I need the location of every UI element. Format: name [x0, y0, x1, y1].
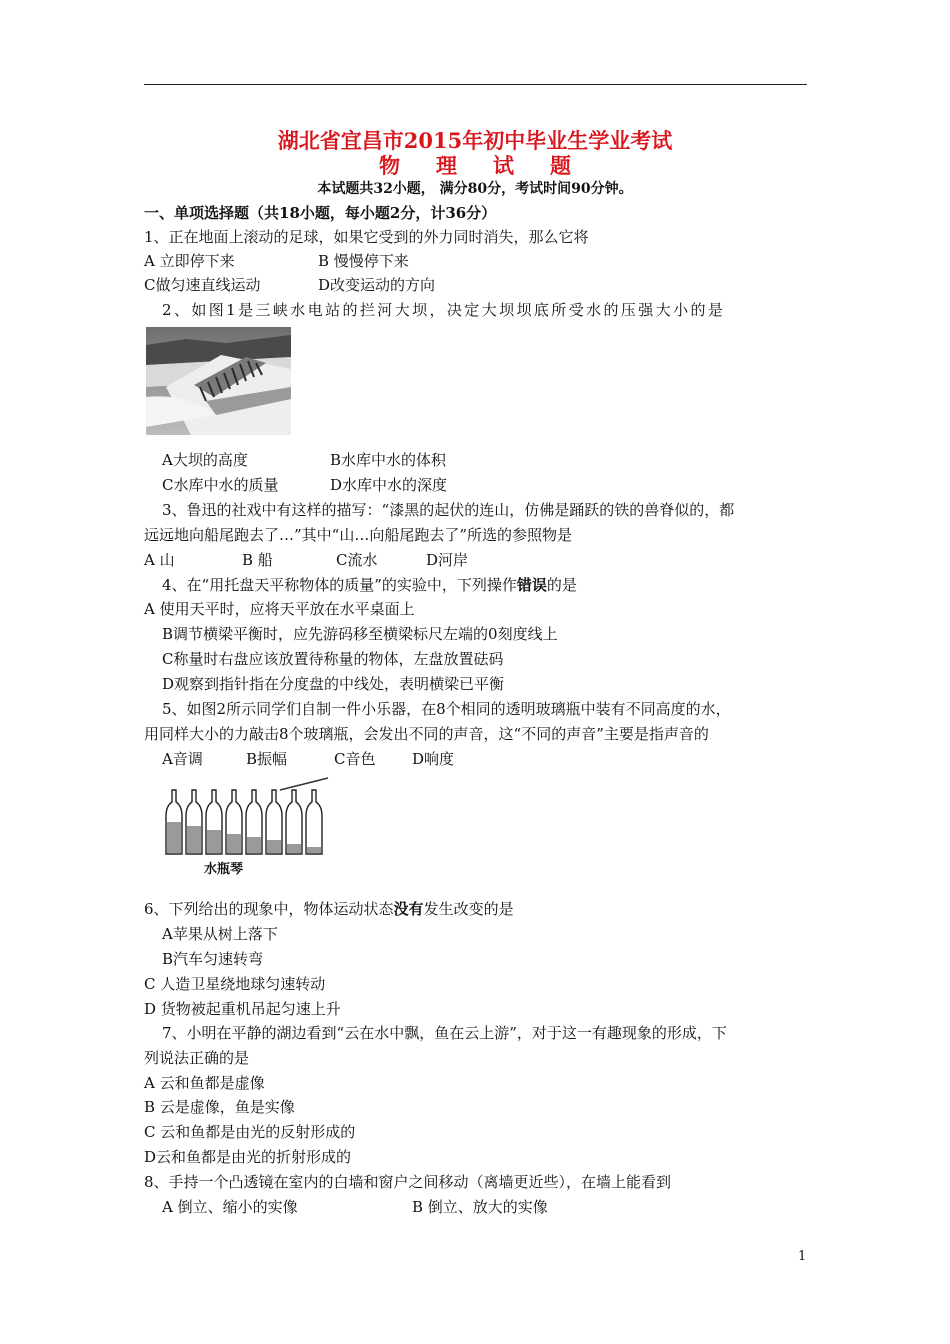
question-2-stem: 2、如图1是三峡水电站的拦河大坝，决定大坝坝底所受水的压强大小的是	[162, 301, 726, 319]
question-4-stem-post: 的是	[546, 576, 577, 594]
question-8-stem: 8、手持一个凸透镜在室内的白墙和窗户之间移动（离墙更近些），在墙上能看到	[144, 1173, 672, 1191]
question-4-option-c: C称量时右盘应该放置待称量的物体，左盘放置砝码	[162, 650, 504, 668]
question-6-option-d: D 货物被起重机吊起匀速上升	[144, 1000, 341, 1018]
question-5-option-b: B振幅	[246, 750, 288, 768]
question-7-stem-line-2: 列说法正确的是	[144, 1049, 250, 1067]
question-1-option-b: B 慢慢停下来	[318, 252, 409, 270]
question-4-emphasis: 错误	[516, 576, 547, 594]
exam-title: 湖北省宜昌市2015年初中毕业生学业考试	[277, 128, 673, 153]
question-4-stem-pre: 4、在“用托盘天平称物体的质量”的实验中，下列操作	[162, 576, 517, 594]
question-7-option-c: C 云和鱼都是由光的反射形成的	[144, 1123, 356, 1141]
question-1-stem: 1、正在地面上滚动的足球，如果它受到的外力同时消失，那么它将	[144, 228, 589, 246]
header-rule	[144, 84, 807, 85]
question-1-option-a: A 立即停下来	[144, 252, 235, 270]
page-number: 1	[798, 1249, 807, 1264]
water-bottles-caption: 水瓶琴	[204, 862, 244, 877]
question-2-option-c: C水库中水的质量	[162, 476, 279, 494]
question-3-stem-line-2: 远远地向船尾跑去了…”其中“山…向船尾跑去了”所选的参照物是	[144, 526, 573, 544]
question-7-stem-line-1: 7、小明在平静的湖边看到“云在水中飘，鱼在云上游”，对于这一有趣现象的形成，下	[162, 1024, 727, 1042]
question-7-option-a: A 云和鱼都是虚像	[144, 1074, 265, 1092]
question-2-option-a: A大坝的高度	[162, 451, 248, 469]
question-8-option-b: B 倒立、放大的实像	[412, 1198, 548, 1216]
question-6-stem	[144, 900, 514, 918]
question-1-option-d: D改变运动的方向	[318, 276, 436, 294]
question-6-stem-post: 发生改变的是	[423, 900, 514, 918]
question-5-stem-line-2: 用同样大小的力敲击8个玻璃瓶，会发出不同的声音，这“不同的声音”主要是指声音的	[144, 725, 709, 743]
question-3-option-b: B 船	[242, 551, 273, 569]
question-3-option-c: C流水	[336, 551, 378, 569]
question-6-stem-pre: 6、下列给出的现象中，物体运动状态	[144, 900, 394, 918]
question-2-option-b: B水库中水的体积	[330, 451, 447, 469]
question-1-option-c: C做匀速直线运动	[144, 276, 261, 294]
question-7-option-d: D云和鱼都是由光的折射形成的	[144, 1148, 352, 1166]
dam-photo	[146, 327, 291, 435]
question-6-option-a: A苹果从树上落下	[162, 925, 278, 943]
question-3-option-d: D河岸	[426, 551, 469, 569]
dam-photo-svg	[146, 327, 291, 435]
question-5-option-d: D响度	[412, 750, 455, 768]
question-3-option-a: A 山	[144, 551, 175, 569]
exam-info: 本试题共32小题， 满分80分，考试时间90分钟。	[317, 181, 633, 197]
question-4-option-d: D观察到指针指在分度盘的中线处，表明横梁已平衡	[162, 675, 505, 693]
question-8-option-a: A 倒立、缩小的实像	[162, 1198, 298, 1216]
exam-subtitle: 物理试题	[379, 153, 607, 178]
question-2-option-d: D水库中水的深度	[330, 476, 448, 494]
question-3-stem-line-1: 3、鲁迅的社戏中有这样的描写：“漆黑的起伏的连山，仿佛是踊跃的铁的兽脊似的，都	[162, 501, 735, 519]
question-5-option-c: C音色	[334, 750, 376, 768]
question-4-option-a: A 使用天平时，应将天平放在水平桌面上	[144, 600, 415, 618]
question-5-option-a: A音调	[162, 750, 203, 768]
question-4-option-b: B调节横梁平衡时，应先游码移至横梁标尺左端的0刻度线上	[162, 625, 558, 643]
question-4-stem	[162, 576, 577, 594]
question-6-emphasis: 没有	[393, 900, 424, 918]
question-6-option-c: C 人造卫星绕地球匀速转动	[144, 975, 326, 993]
question-6-option-b: B汽车匀速转弯	[162, 950, 264, 968]
question-5-stem-line-1: 5、如图2所示同学们自制一件小乐器，在8个相同的透明玻璃瓶中装有不同高度的水，	[162, 700, 731, 718]
water-bottles-figure	[160, 776, 330, 876]
question-7-option-b: B 云是虚像，鱼是实像	[144, 1098, 295, 1116]
section-title: 一、单项选择题（共18小题，每小题2分，计36分）	[144, 204, 497, 222]
water-bottles-svg	[160, 776, 330, 856]
